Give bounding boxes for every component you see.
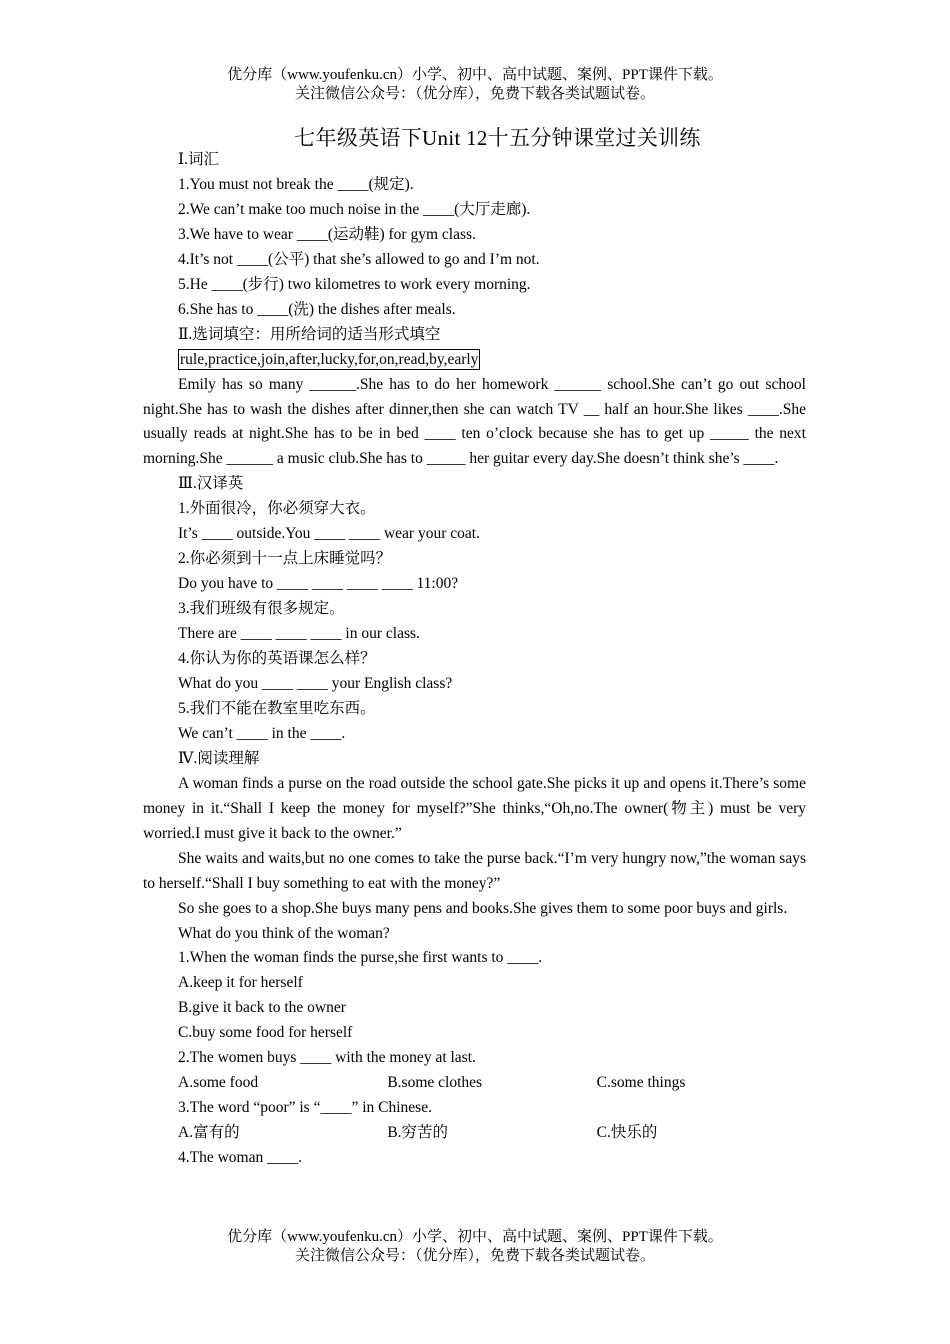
footer-line-2: 关注微信公众号：（优分库），免费下载各类试题试卷。	[294, 1248, 655, 1264]
reading-paragraph-2: She waits and waits,but no one comes to take the purse back.“I’m very hungry now,”the woman says to herself.“Shall I buy something to eat with the money?”	[143, 849, 806, 892]
question-3-option-a: A.富有的	[178, 1124, 240, 1142]
page-header	[0, 66, 950, 104]
translation-en-4: What do you ____ ____ your English class?	[178, 675, 453, 692]
section-3-heading: Ⅲ.汉译英	[178, 475, 244, 493]
translation-cn-5: 5.我们不能在教室里吃东西。	[178, 699, 376, 717]
reading-paragraph-3: So she goes to a shop.She buys many pens and books.She gives them to some poor buys and girls.	[178, 899, 788, 917]
vocab-item-4: 4.It’s not ____(公平) that she’s allowed to go and I’m not.	[178, 250, 540, 268]
question-1-option-c: C.buy some food for herself	[178, 1024, 353, 1042]
question-2-option-b: B.some clothes	[387, 1074, 483, 1092]
section-1-heading: Ⅰ.词汇	[178, 151, 219, 168]
page-footer	[0, 1228, 950, 1266]
question-3-option-b: B.穷苦的	[387, 1124, 449, 1142]
question-3-options	[143, 1121, 806, 1146]
translation-cn-1: 1.外面很冷，你必须穿大衣。	[178, 500, 376, 518]
question-1-option-a: A.keep it for herself	[178, 974, 303, 992]
cloze-passage: Emily has so many ______.She has to do her homework ______ school.She can’t go out school night.She has to wash the dishes after dinner,then she can watch TV __ half an hour.She likes ____.She usually reads at night.She has to be in bed ____ ten o’clock because she has to get up _____ the next morning.She ______ a music club.She has to _____ her guitar every day.She doesn’t think she’s ____.	[143, 375, 806, 468]
translation-en-5: We can’t ____ in the ____.	[178, 724, 346, 742]
header-line-1: 优分库（www.youfenku.cn）小学、初中、高中试题、案例、PPT课件下载。	[227, 67, 723, 83]
translation-cn-4: 4.你认为你的英语课怎么样？	[178, 650, 376, 668]
vocab-item-5: 5.He ____(步行) two kilometres to work every morning.	[178, 275, 531, 293]
reading-paragraph-4: What do you think of the woman?	[178, 924, 390, 942]
question-2-options	[143, 1071, 806, 1096]
translation-cn-2: 2.你必须到十一点上床睡觉吗？	[178, 550, 392, 568]
section-4-heading: Ⅳ.阅读理解	[178, 749, 260, 767]
worksheet-body	[143, 148, 806, 1171]
question-3-stem: 3.The word “poor” is “____” in Chinese.	[178, 1099, 432, 1117]
question-1-option-b: B.give it back to the owner	[178, 999, 346, 1017]
word-bank-box: rule,practice,join,after,lucky,for,on,read,by,early	[180, 350, 479, 368]
vocab-item-2: 2.We can’t make too much noise in the ____(大厅走廊).	[178, 200, 531, 218]
vocab-item-1: 1.You must not break the ____(规定).	[178, 175, 414, 193]
question-2-option-c: C.some things	[596, 1074, 686, 1092]
vocab-item-6: 6.She has to ____(洗) the dishes after meals.	[178, 300, 456, 318]
vocab-item-3: 3.We have to wear ____(运动鞋) for gym class.	[178, 225, 476, 243]
reading-paragraph-1: A woman finds a purse on the road outside the school gate.She picks it up and opens it.There’s some money in it.“Shall I keep the money for myself?”She thinks,“Oh,no.The owner(物主) must be very worried.I must give it back to the owner.”	[143, 774, 806, 842]
question-2-stem: 2.The women buys ____ with the money at last.	[178, 1049, 476, 1067]
word-bank	[143, 348, 806, 373]
translation-en-3: There are ____ ____ ____ in our class.	[178, 625, 420, 643]
translation-en-1: It’s ____ outside.You ____ ____ wear your coat.	[178, 525, 480, 543]
question-1-stem: 1.When the woman finds the purse,she first wants to ____.	[178, 949, 543, 967]
section-2-heading: Ⅱ.选词填空：用所给词的适当形式填空	[178, 325, 441, 343]
footer-line-1: 优分库（www.youfenku.cn）小学、初中、高中试题、案例、PPT课件下载。	[227, 1229, 723, 1245]
translation-en-2: Do you have to ____ ____ ____ ____ 11:00?	[178, 575, 459, 593]
page-title: 七年级英语下Unit 12十五分钟课堂过关训练	[294, 126, 701, 150]
question-3-option-c: C.快乐的	[596, 1124, 658, 1142]
translation-cn-3: 3.我们班级有很多规定。	[178, 600, 345, 618]
question-4-stem: 4.The woman ____.	[178, 1149, 302, 1167]
question-2-option-a: A.some food	[178, 1074, 259, 1092]
header-line-2: 关注微信公众号：（优分库），免费下载各类试题试卷。	[294, 86, 655, 102]
